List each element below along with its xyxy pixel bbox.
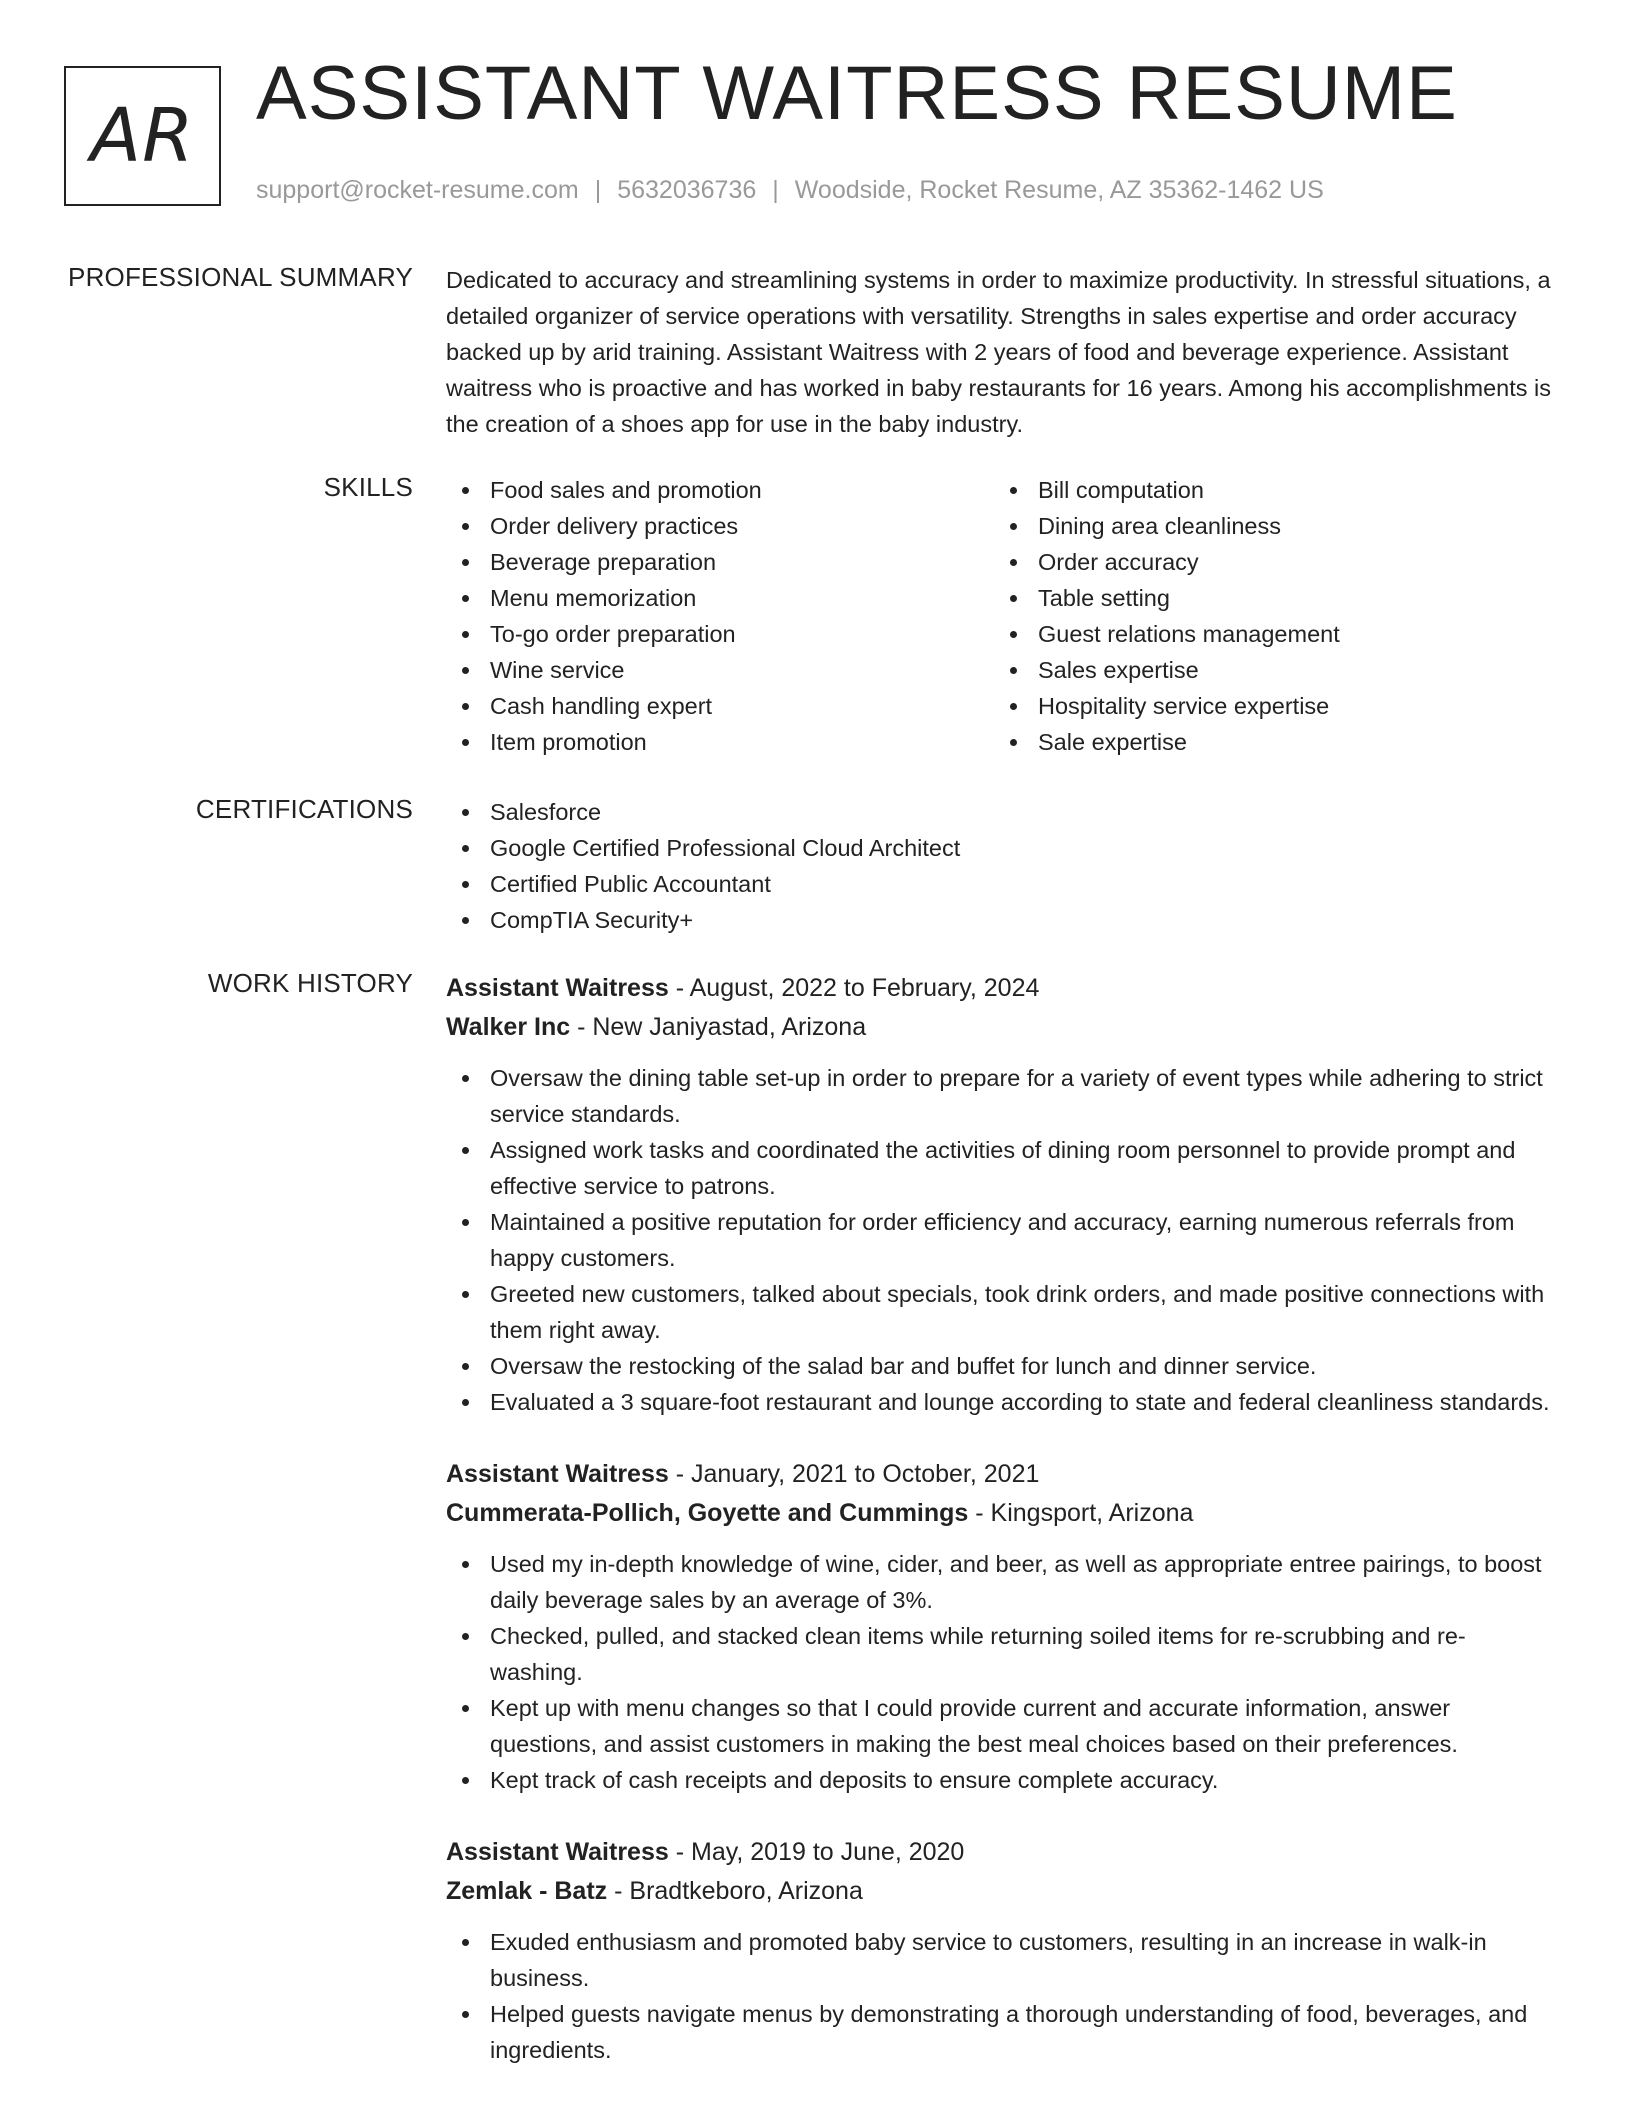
contact-separator: | <box>772 176 779 204</box>
job-duty: Used my in-depth knowledge of wine, cider, and beer, as well as appropriate entree pairings, to boost daily beverage sales by an average of 3%. <box>446 1546 1556 1618</box>
job-duties-list <box>446 1924 1556 2068</box>
job-title: Assistant Waitress <box>446 1460 669 1488</box>
skills-list-left <box>446 472 994 760</box>
job-company: Zemlak - Batz <box>446 1877 608 1905</box>
certifications-heading: CERTIFICATIONS <box>195 794 413 824</box>
job-company-line <box>446 1872 1556 1910</box>
skill-item: Table setting <box>994 580 1542 616</box>
job-dates: - January, 2021 to October, 2021 <box>668 1460 1040 1488</box>
job-dates: - May, 2019 to June, 2020 <box>668 1838 965 1866</box>
certifications-body <box>446 794 1556 938</box>
job-title-line <box>446 968 1556 1008</box>
work-history-body <box>446 968 1556 2102</box>
job-duty: Oversaw the restocking of the salad bar and buffet for lunch and dinner service. <box>446 1348 1556 1384</box>
job-title: Assistant Waitress <box>446 974 669 1002</box>
skill-item: Menu memorization <box>446 580 994 616</box>
skills-columns <box>446 472 1556 760</box>
job-location: - New Janiyastad, Arizona <box>570 1013 867 1041</box>
contact-separator: | <box>594 176 602 204</box>
skill-item: Beverage preparation <box>446 544 994 580</box>
skill-item: Hospitality service expertise <box>994 688 1542 724</box>
summary-body <box>446 262 1556 442</box>
job-company: Walker Inc <box>446 1013 571 1041</box>
job-duty: Kept track of cash receipts and deposits to ensure complete accuracy. <box>446 1762 1556 1798</box>
job-duty: Maintained a positive reputation for order efficiency and accuracy, earning numerous referrals from happy customers. <box>446 1204 1556 1276</box>
certification-item: Certified Public Accountant <box>446 866 1556 902</box>
job-duty: Exuded enthusiasm and promoted baby service to customers, resulting in an increase in walk-in business. <box>446 1924 1556 1996</box>
job-company: Cummerata-Pollich, Goyette and Cummings <box>446 1499 969 1527</box>
job-duty: Oversaw the dining table set-up in order to prepare for a variety of event types while adhering to strict service standards. <box>446 1060 1556 1132</box>
skills-heading: SKILLS <box>323 472 413 502</box>
skill-item: Item promotion <box>446 724 994 760</box>
skills-list-right <box>994 472 1542 760</box>
job-location: - Kingsport, Arizona <box>968 1499 1194 1527</box>
job-duties-list <box>446 1060 1556 1420</box>
contact-address: Woodside, Rocket Resume, AZ 35362-1462 US <box>794 176 1324 204</box>
job-company-line <box>446 1008 1556 1046</box>
job-duty: Greeted new customers, talked about specials, took drink orders, and made positive connections with them right away. <box>446 1276 1556 1348</box>
job-title: Assistant Waitress <box>446 1838 669 1866</box>
skills-column-left <box>446 472 994 760</box>
job-entry <box>446 968 1556 1420</box>
skill-item: Wine service <box>446 652 994 688</box>
job-duty: Assigned work tasks and coordinated the activities of dining room personnel to provide prompt and effective service to patrons. <box>446 1132 1556 1204</box>
job-duties-list <box>446 1546 1556 1798</box>
certifications-list <box>446 794 1556 938</box>
job-duty: Helped guests navigate menus by demonstrating a thorough understanding of food, beverages, and ingredients. <box>446 1996 1556 2068</box>
skill-item: Cash handling expert <box>446 688 994 724</box>
monogram-box <box>64 66 221 206</box>
job-location: - Bradtkeboro, Arizona <box>607 1877 863 1905</box>
skill-item: To-go order preparation <box>446 616 994 652</box>
monogram-initials: AR <box>90 93 195 179</box>
skill-item: Guest relations management <box>994 616 1542 652</box>
work-history-heading: WORK HISTORY <box>207 968 413 998</box>
job-entry <box>446 1454 1556 1798</box>
skill-item: Dining area cleanliness <box>994 508 1542 544</box>
contact-email[interactable]: support@rocket-resume.com <box>256 176 579 204</box>
job-title-line <box>446 1454 1556 1494</box>
skill-item: Sale expertise <box>994 724 1542 760</box>
skill-item: Order delivery practices <box>446 508 994 544</box>
job-duty: Checked, pulled, and stacked clean items while returning soiled items for re-scrubbing and re-washing. <box>446 1618 1556 1690</box>
skill-item: Bill computation <box>994 472 1542 508</box>
summary-heading: PROFESSIONAL SUMMARY <box>68 262 413 292</box>
skills-column-right <box>994 472 1542 760</box>
job-company-line <box>446 1494 1556 1532</box>
job-title-line <box>446 1832 1556 1872</box>
job-duty: Kept up with menu changes so that I could provide current and accurate information, answer questions, and assist customers in making the best meal choices based on their preferences. <box>446 1690 1556 1762</box>
job-dates: - August, 2022 to February, 2024 <box>668 974 1040 1002</box>
certification-item: Google Certified Professional Cloud Architect <box>446 830 1556 866</box>
skill-item: Food sales and promotion <box>446 472 994 508</box>
job-duty: Evaluated a 3 square-foot restaurant and lounge according to state and federal cleanliness standards. <box>446 1384 1556 1420</box>
job-entry <box>446 1832 1556 2068</box>
resume-title: ASSISTANT WAITRESS RESUME <box>256 51 1458 136</box>
skills-body <box>446 472 1556 760</box>
contact-line <box>256 176 1324 205</box>
certification-item: CompTIA Security+ <box>446 902 1556 938</box>
skill-item: Order accuracy <box>994 544 1542 580</box>
contact-phone[interactable]: 5632036736 <box>617 176 757 204</box>
skill-item: Sales expertise <box>994 652 1542 688</box>
certification-item: Salesforce <box>446 794 1556 830</box>
summary-text: Dedicated to accuracy and streamlining systems in order to maximize productivity. In stressful situations, a detailed organizer of service operations with versatility. Strengths in sales expertise and order accuracy backed up by arid training. Assistant Waitress with 2 years of food and beverage experience. Assistant waitress who is proactive and has worked in baby restaurants for 16 years. Among his accomplishments is the creation of a shoes app for use in the baby industry. <box>446 267 1552 437</box>
